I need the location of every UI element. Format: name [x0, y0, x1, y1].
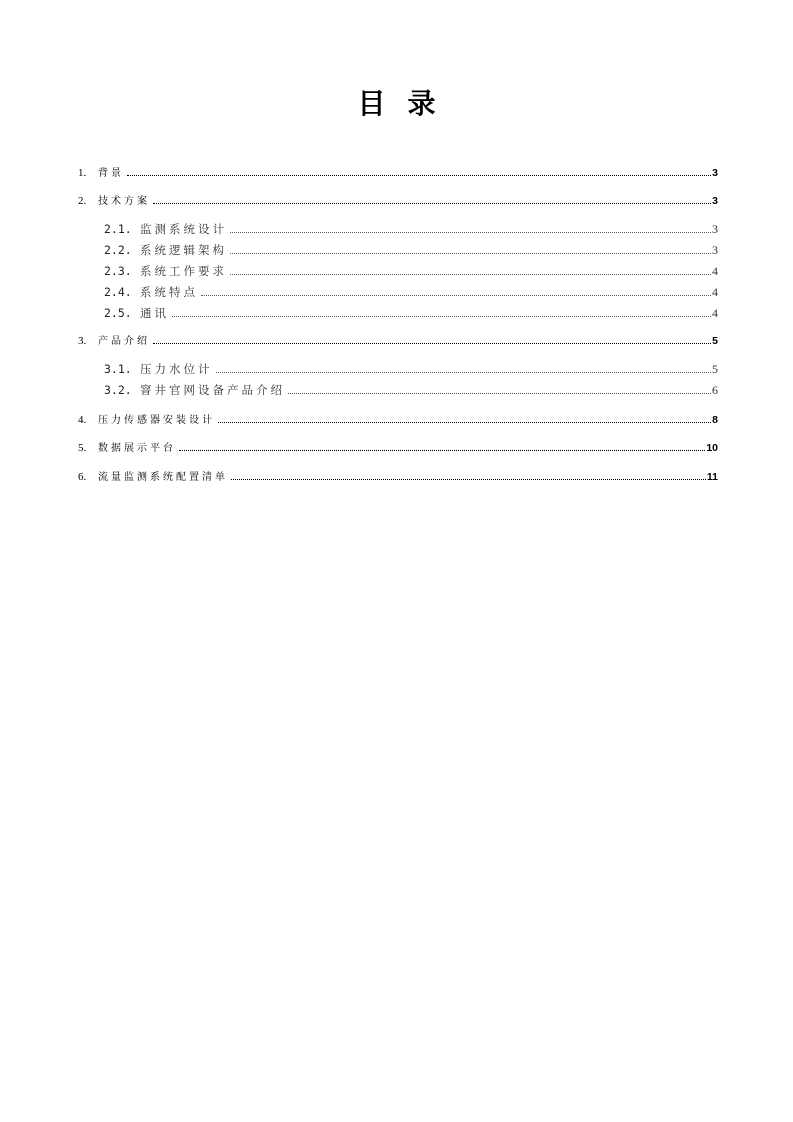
- toc-entry-number: 6.: [78, 471, 87, 483]
- dot-leader: [288, 382, 711, 394]
- toc-entry[interactable]: [104, 284, 718, 300]
- toc-entry-page: 4: [712, 285, 718, 299]
- toc-entry-label: 通讯: [140, 306, 169, 320]
- dot-leader: [216, 361, 712, 373]
- toc-entry-number: 2.3.: [104, 264, 132, 278]
- toc-entry-label: 技术方案: [98, 196, 150, 207]
- dot-leader: [230, 221, 711, 233]
- toc-entry-number: 2.1.: [104, 222, 132, 236]
- toc-entry-label: 压力传感器安装设计: [98, 415, 215, 426]
- toc-entry[interactable]: [78, 469, 718, 485]
- toc-entry-number: 2.4.: [104, 285, 132, 299]
- toc-entry[interactable]: [78, 165, 718, 181]
- toc-entry-page: 5: [712, 335, 718, 347]
- toc-entry[interactable]: [104, 242, 718, 258]
- toc-entry-label: 压力水位计: [140, 362, 213, 376]
- toc-entry-number: 5.: [78, 442, 87, 454]
- toc-entry-number: 2.2.: [104, 243, 132, 257]
- toc-entry-label: 系统逻辑架构: [140, 243, 227, 257]
- toc-entry[interactable]: [104, 221, 718, 237]
- toc-entry-number: 3.2.: [104, 383, 132, 397]
- toc-entry-number: 2.5.: [104, 306, 132, 320]
- toc-entry-page: 3: [712, 222, 718, 236]
- toc-entry-page: 4: [712, 306, 718, 320]
- toc-entry[interactable]: [78, 333, 718, 349]
- toc-entry-number: 3.: [78, 335, 87, 347]
- toc-entry-label: 系统工作要求: [140, 264, 227, 278]
- toc-entry-page: 11: [706, 471, 718, 483]
- toc-entry[interactable]: [104, 382, 718, 398]
- toc-entry-label: 流量监测系统配置清单: [98, 472, 228, 483]
- dot-leader: [201, 284, 711, 296]
- dot-leader: [231, 469, 706, 480]
- toc-entry-label: 系统特点: [140, 285, 198, 299]
- toc-entry-page: 3: [712, 167, 718, 179]
- toc-entry-number: 4.: [78, 414, 87, 426]
- dot-leader: [218, 412, 711, 423]
- toc-entry-number: 2.: [78, 195, 87, 207]
- dot-leader: [153, 193, 711, 204]
- toc-entry[interactable]: [104, 361, 718, 377]
- toc-entry-page: 3: [712, 243, 718, 257]
- toc-entry-page: 5: [712, 362, 718, 376]
- toc-entry-label: 背景: [98, 168, 124, 179]
- toc-entry-page: 6: [712, 383, 718, 397]
- dot-leader: [172, 305, 711, 317]
- dot-leader: [153, 333, 711, 344]
- dot-leader: [127, 165, 711, 176]
- toc-entry-page: 4: [712, 264, 718, 278]
- toc-entry-number: 1.: [78, 167, 87, 179]
- toc-entry[interactable]: [104, 263, 718, 279]
- toc-entry[interactable]: [104, 305, 718, 321]
- toc-entry[interactable]: [78, 193, 718, 209]
- toc-entry-label: 产品介绍: [98, 336, 150, 347]
- toc-entry-label: 数据展示平台: [98, 443, 176, 454]
- toc-entry[interactable]: [78, 412, 718, 428]
- dot-leader: [230, 263, 711, 275]
- dot-leader: [179, 440, 705, 451]
- toc-title: 目录: [357, 87, 458, 120]
- toc-entry-page: 3: [712, 195, 718, 207]
- toc-entry-page: 8: [712, 414, 718, 426]
- toc-entry-label: 监测系统设计: [140, 222, 227, 236]
- dot-leader: [230, 242, 711, 254]
- toc-entry[interactable]: [78, 440, 718, 456]
- toc-entry-page: 10: [706, 442, 718, 454]
- toc-entry-label: 窨井官网设备产品介绍: [140, 383, 285, 397]
- toc-entry-number: 3.1.: [104, 362, 132, 376]
